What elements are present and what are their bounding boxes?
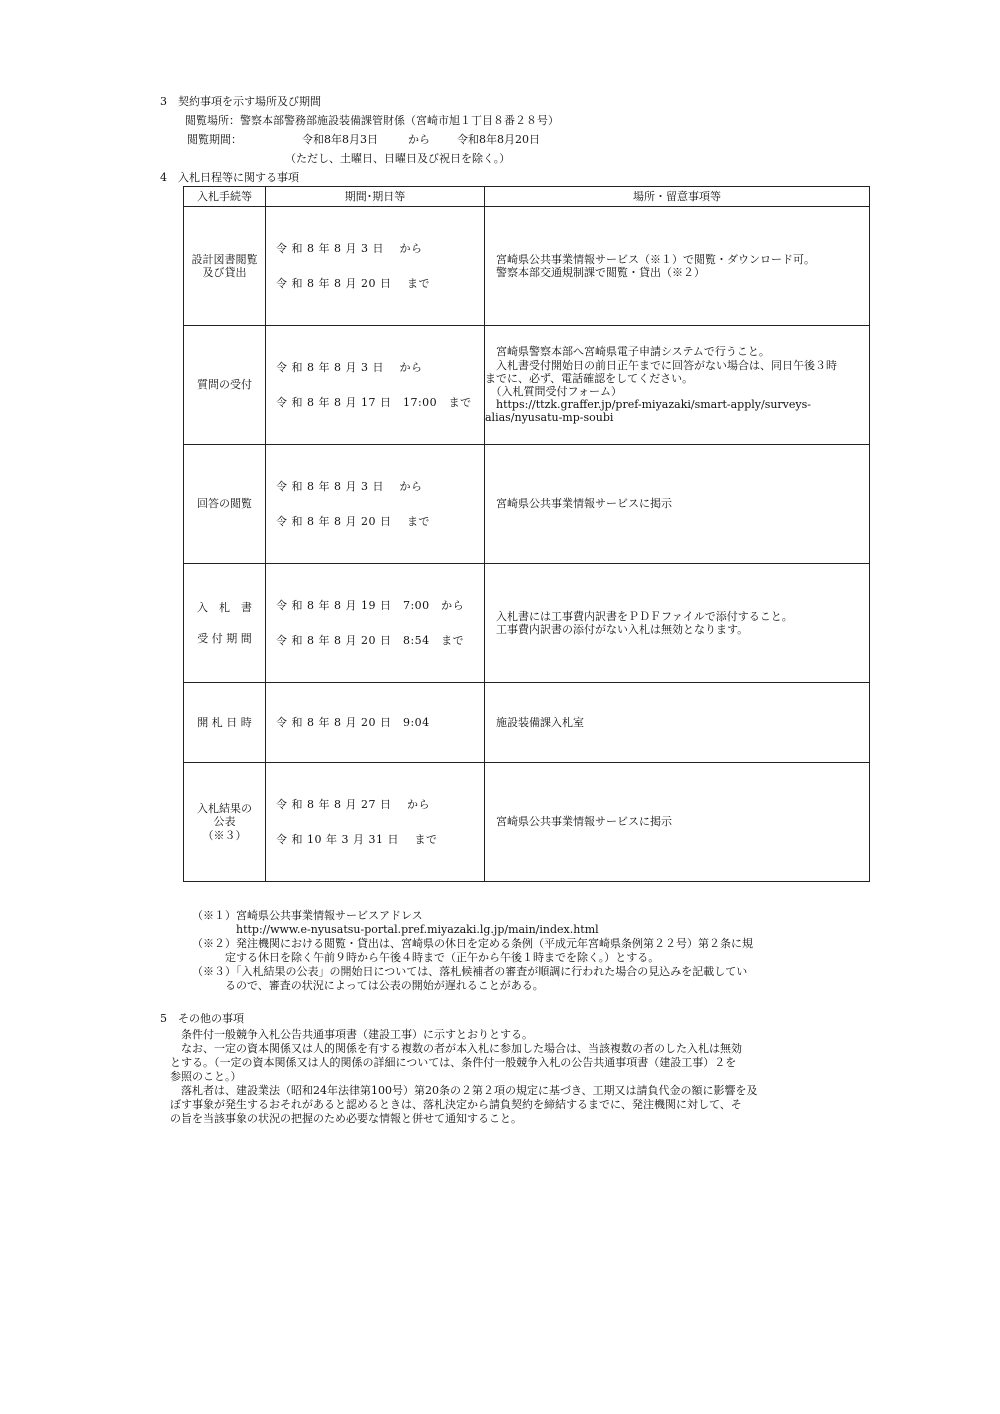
form-url[interactable]: https://ttzk.graffer.jp/pref-miyazaki/smart-apply/surveys-: [485, 398, 811, 412]
other-line: 条件付一般競争入札公告共通事項書（建設工事）に示すとおりとする。: [170, 1028, 533, 1041]
other-line: ぼす事象が発生するおそれがあると認めるときは、落札決定から請負契約を締結するまでに、発注機関に対して、そ: [170, 1098, 742, 1111]
footnote-3: （※３）「入札結果の公表」の開始日については、落札候補者の審査が順調に行われた場合の見込みを記載してい: [192, 965, 748, 978]
place-cell: [485, 207, 870, 326]
viewing-period-to: 令和8年8月20日: [457, 133, 540, 146]
place-cell: [485, 564, 870, 683]
procedure-cell: [184, 564, 266, 683]
schedule-table: [183, 186, 870, 882]
other-line: の旨を当該事象の状況の把握のため必要な情報と併せて通知すること。: [170, 1112, 522, 1125]
place-note: までに、必ず、電話確認をしてください。: [485, 371, 694, 385]
viewing-period-note: （ただし、土曜日、日曜日及び祝日を除く。）: [285, 152, 511, 165]
place-note: 警察本部交通規制課で閲覧・貸出（※２）: [485, 266, 705, 279]
procedure-cell: [184, 763, 266, 882]
procedure-text: 公表: [213, 815, 236, 829]
procedure-text: 開 札 日 時: [197, 715, 252, 729]
viewing-period-label: 閲覧期間：: [187, 133, 242, 146]
procedure-cell: [184, 326, 266, 445]
table-row: [184, 564, 870, 683]
procedure-text: （※３）: [202, 828, 247, 842]
footnote-2-cont: 定する休日を除く午前９時から午後４時まで（正午から午後１時までを除く。）とする。: [192, 951, 660, 964]
place-note: 施設装備課入札室: [485, 715, 584, 729]
period-cell: [266, 326, 485, 445]
period-cell: [266, 564, 485, 683]
period-cell: [266, 683, 485, 763]
place-cell: [485, 445, 870, 564]
procedure-text: 入札結果の: [197, 802, 252, 816]
procedure-text: 及び貸出: [202, 266, 247, 279]
footnote-2: （※２）発注機関における閲覧・貸出は、宮崎県の休日を定める条例（平成元年宮崎県条例第２２号）第２条に規: [192, 937, 753, 950]
other-line: とする。（一定の資本関係又は人的関係の詳細については、条件付一般競争入札の公告共通事項書（建設工事）２を: [170, 1056, 737, 1069]
place-note: 宮崎県公共事業情報サービスに掲示: [485, 497, 672, 511]
place-note: 入札書受付開始日の前日正午までに回答がない場合は、同日午後３時: [485, 358, 837, 372]
place-cell: [485, 763, 870, 882]
procedure-text: 受 付 期 間: [197, 632, 252, 645]
period-start: 令 和 8 年 8 月 3 日 から: [276, 479, 423, 493]
period-end: 令 和 8 年 8 月 20 日 まで: [276, 277, 430, 290]
period-end: 令 和 10 年 3 月 31 日 まで: [276, 833, 438, 846]
procedure-cell: [184, 445, 266, 564]
procedure-cell: [184, 683, 266, 763]
viewing-period-from: 令和8年8月3日: [302, 133, 378, 146]
procedure-text: 入 札 書: [197, 600, 252, 614]
footnote-3-cont: るので、審査の状況によっては公表の開始が遅れることがある。: [192, 979, 544, 992]
place-note: （入札質問受付フォーム）: [485, 385, 622, 398]
section-3-heading: 3 契約事項を示す場所及び期間: [160, 95, 321, 108]
period-cell: [266, 763, 485, 882]
header-period: 期間･期日等: [266, 187, 485, 207]
other-line: なお、一定の資本関係又は人的関係を有する複数の者が本入札に参加した場合は、当該複数の者のした入札は無効: [170, 1042, 742, 1055]
table-row: [184, 683, 870, 763]
period-start: 令 和 8 年 8 月 20 日 9:04: [276, 715, 430, 729]
place-cell: [485, 683, 870, 763]
place-cell: [485, 326, 870, 445]
other-line: 参照のこと。）: [170, 1070, 242, 1083]
header-place: 場所・留意事項等: [485, 187, 870, 207]
period-cell: [266, 207, 485, 326]
period-end: 令 和 8 年 8 月 20 日 まで: [276, 515, 430, 528]
period-end: 令 和 8 年 8 月 17 日 17:00 まで: [276, 396, 472, 409]
procedure-text: 回答の閲覧: [197, 497, 252, 511]
period-end: 令 和 8 年 8 月 20 日 8:54 まで: [276, 634, 465, 647]
table-row: [184, 763, 870, 882]
table-row: [184, 326, 870, 445]
place-note: 入札書には工事費内訳書をＰＤＦファイルで添付すること。: [485, 609, 793, 623]
period-start: 令 和 8 年 8 月 3 日 から: [276, 241, 423, 255]
table-header-row: [184, 187, 870, 207]
viewing-place: 閲覧場所：警察本部警務部施設装備課管財係（宮崎市旭１丁目８番２８号）: [185, 114, 559, 127]
period-cell: [266, 445, 485, 564]
place-note: 宮崎県警察本部へ宮崎県電子申請システムで行うこと。: [485, 345, 770, 359]
footnote-1: （※１）宮崎県公共事業情報サービスアドレス: [192, 909, 423, 922]
procedure-text: 質問の受付: [197, 378, 252, 392]
header-procedure: 入札手続等: [184, 187, 266, 207]
procedure-text: 設計図書閲覧: [191, 252, 258, 266]
period-start: 令 和 8 年 8 月 19 日 7:00 から: [276, 598, 465, 612]
footnote-1-url[interactable]: http://www.e-nyusatsu-portal.pref.miyazaki.lg.jp/main/index.html: [192, 923, 599, 936]
place-note: 宮崎県公共事業情報サービスに掲示: [485, 815, 672, 829]
period-start: 令 和 8 年 8 月 27 日 から: [276, 797, 430, 811]
table-row: [184, 207, 870, 326]
form-url-cont[interactable]: alias/nyusatu-mp-soubi: [485, 411, 614, 425]
place-note: 工事費内訳書の添付がない入札は無効となります。: [485, 623, 749, 636]
section-4-heading: 4 入札日程等に関する事項: [160, 171, 299, 184]
place-note: 宮崎県公共事業情報サービス（※１）で閲覧・ダウンロード可。: [485, 252, 815, 266]
viewing-period-kara: から: [408, 133, 430, 146]
procedure-cell: [184, 207, 266, 326]
table-row: [184, 445, 870, 564]
other-line: 落札者は、建設業法（昭和24年法律第100号）第20条の２第２項の規定に基づき、工期又は請負代金の額に影響を及: [170, 1084, 758, 1097]
period-start: 令 和 8 年 8 月 3 日 から: [276, 360, 423, 374]
section-5-heading: 5 その他の事項: [160, 1012, 244, 1025]
